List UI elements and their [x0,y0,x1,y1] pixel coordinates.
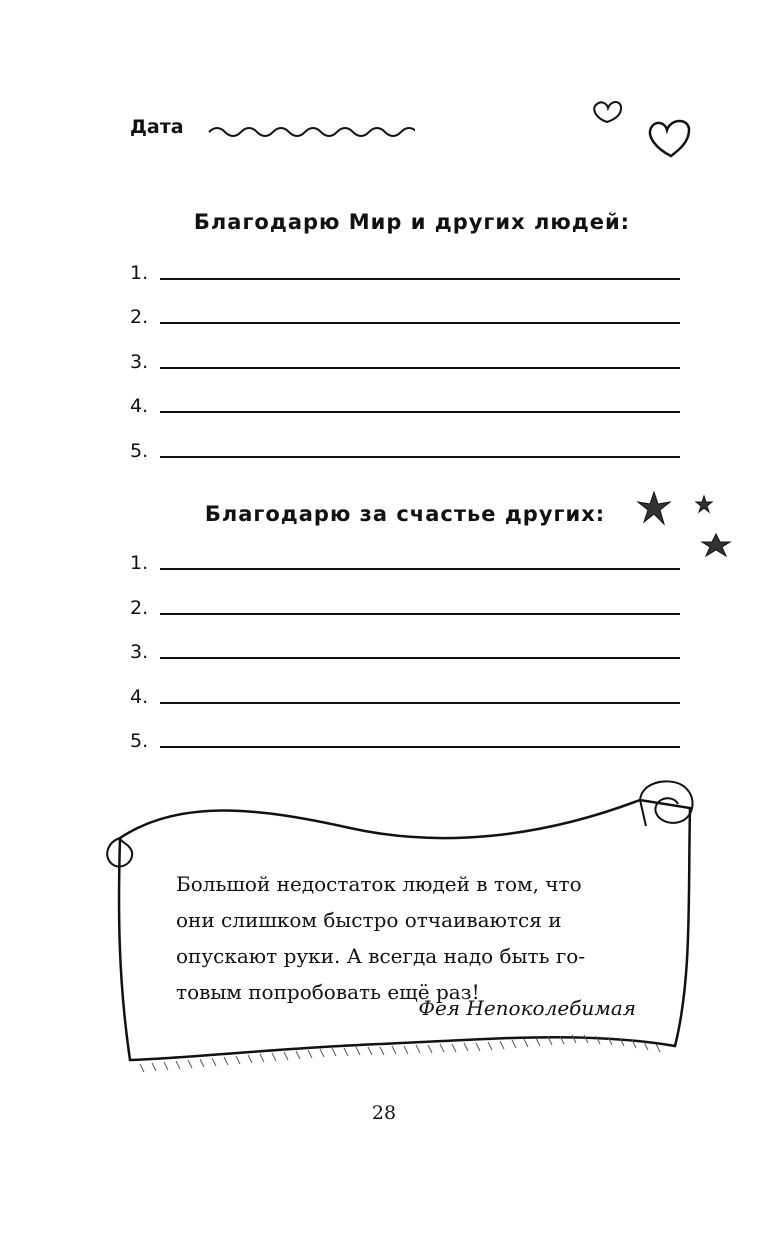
star-icon [696,496,712,512]
gratitude-line-4[interactable] [130,383,680,417]
star-icon [702,534,730,556]
quote-author: Фея Непоколебимая [418,996,636,1020]
gratitude-line-2[interactable] [130,294,680,328]
quote-line: товым попробовать ещё раз! [176,980,480,1004]
line-number: 5. [130,730,149,752]
gratitude-line-2[interactable] [130,585,680,619]
line-number: 4. [130,686,149,708]
section-heading-happiness: Благодарю за счастье других: [204,502,606,526]
line-number: 2. [130,306,149,328]
quote-line: они слишком быстро отчаиваются и [176,908,562,932]
gratitude-line-3[interactable] [130,339,680,373]
quote-text [176,866,634,1010]
line-number: 1. [130,552,149,574]
gratitude-line-5[interactable] [130,428,680,462]
line-number: 2. [130,597,149,619]
quote-line: опускают руки. А всегда надо быть го- [176,944,586,968]
quote-line: Большой недостаток людей в том, что [176,872,582,896]
gratitude-line-4[interactable] [130,674,680,708]
page-number: 28 [371,1102,397,1124]
hearts-doodle-icon [585,92,695,162]
gratitude-line-1[interactable] [130,540,680,574]
gratitude-line-5[interactable] [130,718,680,752]
line-number: 1. [130,262,149,284]
line-number: 5. [130,440,149,462]
date-wavy-line [207,122,415,138]
gratitude-line-3[interactable] [130,629,680,663]
line-number: 3. [130,641,149,663]
date-label: Дата [130,116,184,138]
small-heart-icon [594,102,621,122]
large-heart-icon [650,121,689,156]
line-number: 4. [130,395,149,417]
gratitude-line-1[interactable] [130,250,680,284]
section-heading-world: Благодарю Мир и других людей: [193,210,631,234]
line-number: 3. [130,351,149,373]
